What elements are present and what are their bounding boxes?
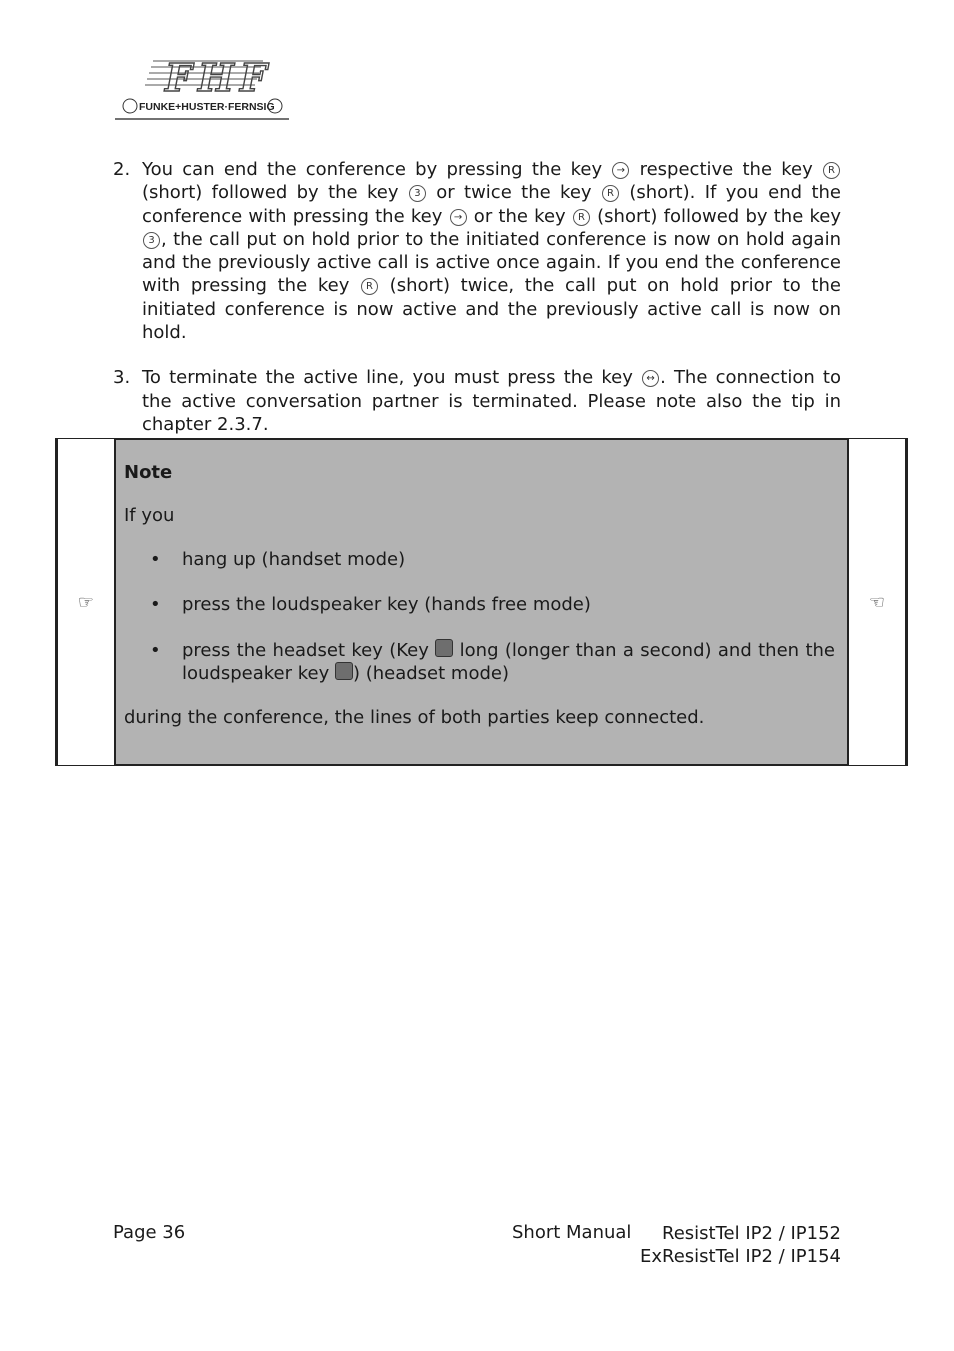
note-content <box>115 438 848 766</box>
transfer-key-icon: → <box>450 209 467 226</box>
list-item: • hang up (handset mode) <box>150 549 406 570</box>
page-number: Page 36 <box>113 1222 186 1243</box>
logo-letters: FHF <box>165 55 273 100</box>
bullet-icon: • <box>150 549 161 570</box>
note-right-cell <box>848 438 908 766</box>
hangup-key-icon: ↔ <box>642 370 659 387</box>
note-outro: during the conference, the lines of both parties keep connected. <box>124 707 705 729</box>
r-key-icon: R <box>823 162 840 179</box>
step-text: To terminate the active line, you must press the key ↔ . The connection to the active conversation partner is terminated. Please note also the tip in chapter 2.3.7. <box>142 367 841 435</box>
list-item: • press the loudspeaker key (hands free mode) <box>150 594 591 616</box>
company-logo <box>113 55 293 121</box>
r-key-icon: R <box>573 209 590 226</box>
list-item: • press the headset key (Key long (longer than a second) and then the loudspeaker key ) (headset mode) <box>150 639 835 684</box>
pointing-hand-left-icon: ☜ <box>868 591 886 613</box>
note-intro: If you <box>124 505 175 526</box>
step-text: You can end the conference by pressing the key → respective the key R (short) followed by the key 3 or twice the key R (short). If you end the conference with pressing the key → or the key R (short) followed by the key 3 , the call put on hold prior to the initiated conference is now on hold again and the previously active call is active once again. If you end the conference with pressing the key R (short) twice, the call put on hold prior to the initiated conference is now active and the previously active call is now on hold. <box>142 159 842 344</box>
transfer-key-icon: → <box>612 162 629 179</box>
three-key-icon: 3 <box>409 185 426 202</box>
step-number: 3. <box>113 367 131 389</box>
product-name: ResistTel IP2 / IP152 ExResistTel IP2 / IP154 <box>640 1223 841 1268</box>
r-key-icon: R <box>602 185 619 202</box>
pointing-hand-right-icon: ☞ <box>77 591 95 613</box>
step-2 <box>113 158 841 344</box>
three-key-icon: 3 <box>143 232 160 249</box>
step-3 <box>113 366 841 436</box>
step-number: 2. <box>113 159 131 180</box>
headset-key-icon <box>435 639 453 657</box>
r-key-icon: R <box>361 278 378 295</box>
doc-type: Short Manual <box>512 1222 632 1243</box>
bullet-icon: • <box>150 639 161 661</box>
note-bullets <box>124 548 835 685</box>
bullet-icon: • <box>150 594 161 616</box>
note-left-cell <box>55 438 115 766</box>
note-title: Note <box>124 462 173 483</box>
instruction-steps <box>113 158 841 458</box>
loudspeaker-key-icon <box>335 662 353 680</box>
note-box <box>55 438 908 766</box>
logo-text: FUNKE+HUSTER·FERNSIG <box>139 101 275 113</box>
